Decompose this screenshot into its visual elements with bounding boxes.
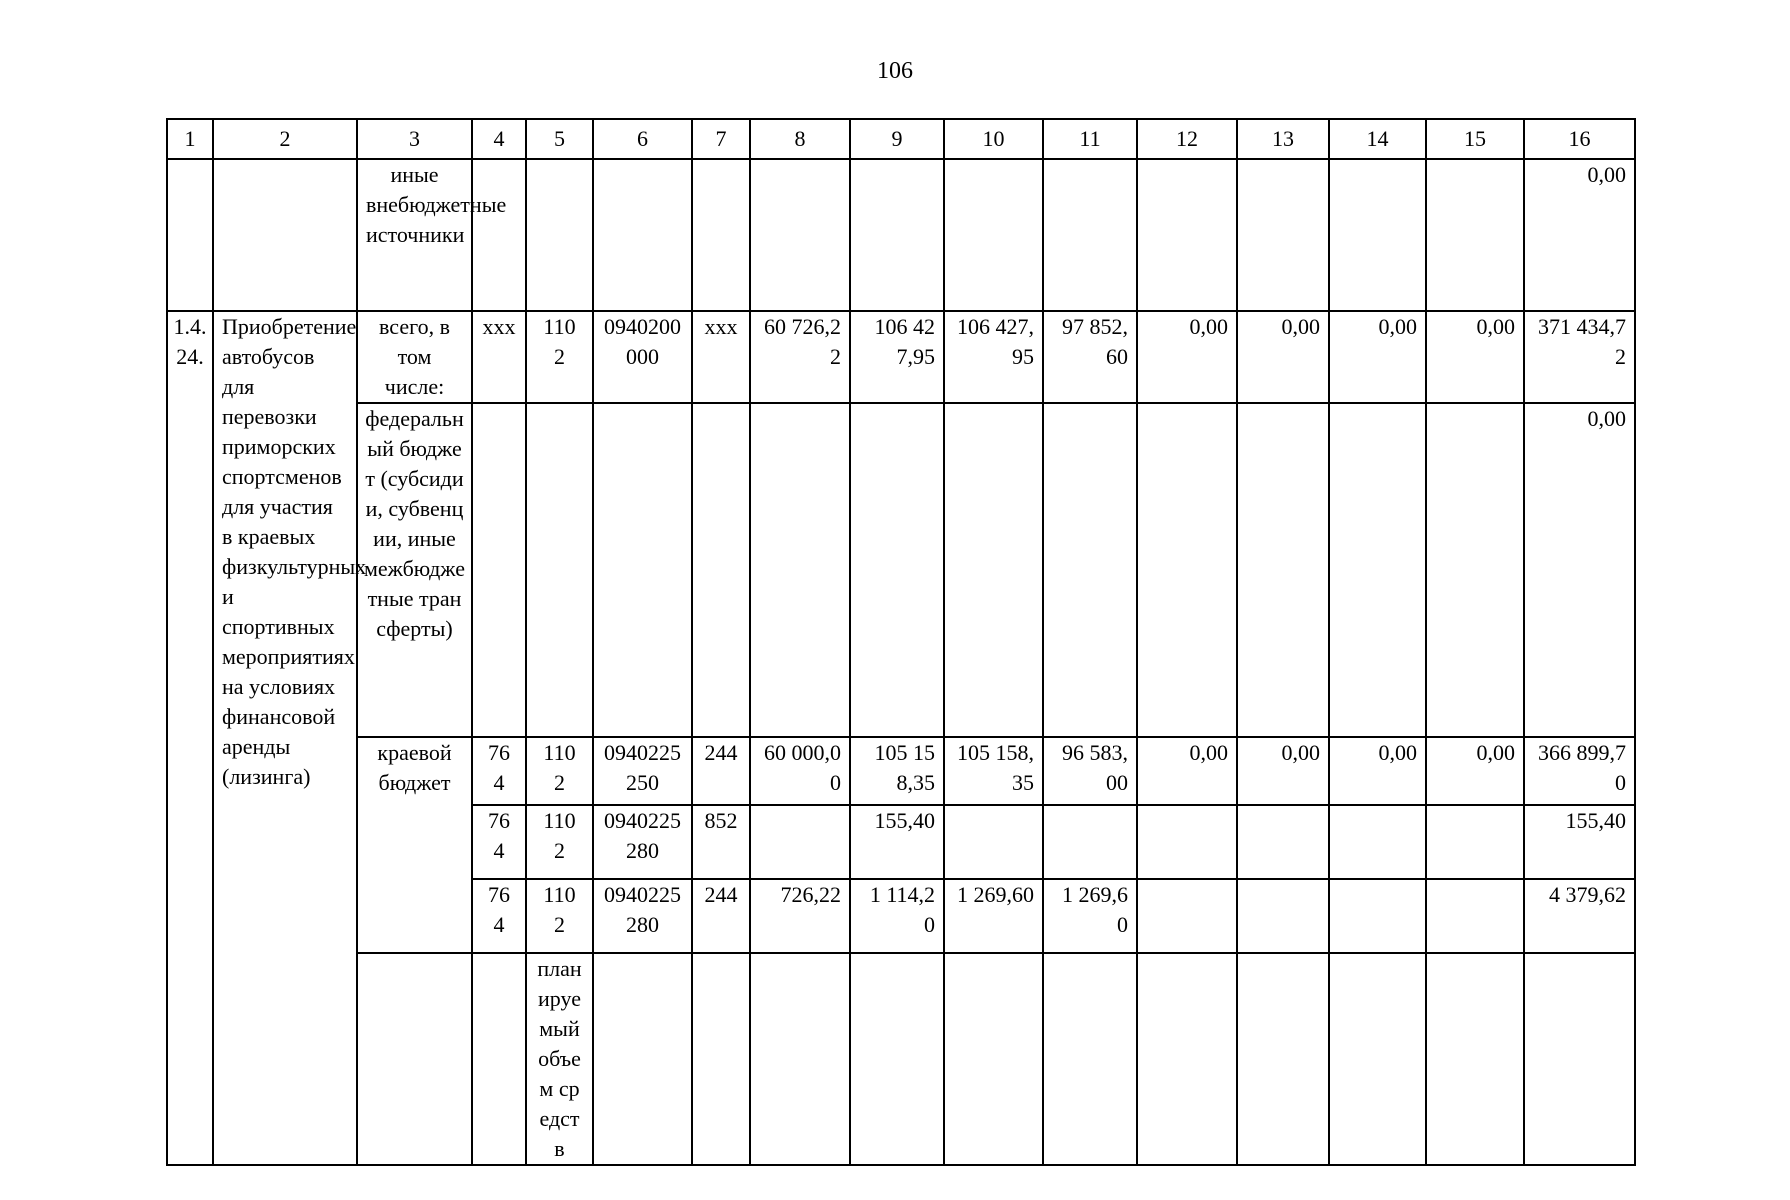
col-header: 1: [167, 119, 213, 159]
item-number: 1.4.24.: [167, 311, 213, 1165]
col-header: 13: [1237, 119, 1329, 159]
col-header: 7: [692, 119, 750, 159]
col-header: 6: [593, 119, 692, 159]
col-header: 12: [1137, 119, 1237, 159]
cell: 1 269,60: [944, 879, 1043, 953]
cell: 106 427,95: [850, 311, 944, 403]
cell: 97 852,60: [1043, 311, 1137, 403]
cell: 60 000,00: [750, 737, 850, 805]
cell: 0,00: [1329, 737, 1426, 805]
table-row: [167, 311, 1635, 403]
col-header: 10: [944, 119, 1043, 159]
funding-source: федеральный бюджет (субсидии, субвенции, иные межбюджетные трансферты): [357, 403, 472, 737]
cell: 0,00: [1237, 737, 1329, 805]
page-number: 106: [877, 58, 913, 84]
cell: 244: [692, 879, 750, 953]
col-header: 16: [1524, 119, 1635, 159]
cell: 1102: [526, 805, 593, 879]
col-header: 8: [750, 119, 850, 159]
cell: 0,00: [1426, 737, 1524, 805]
cell: 155,40: [850, 805, 944, 879]
col-header: 14: [1329, 119, 1426, 159]
total-cell: 4 379,62: [1524, 879, 1635, 953]
total-cell: 0,00: [1524, 159, 1635, 311]
header-row: [167, 119, 1635, 159]
total-cell: 371 434,72: [1524, 311, 1635, 403]
col-header: 15: [1426, 119, 1524, 159]
cell: 0,00: [1329, 311, 1426, 403]
cell: 105 158,35: [944, 737, 1043, 805]
cell: 1102: [526, 879, 593, 953]
funding-source: иные внебюджетные источники: [357, 159, 472, 311]
cell: 60 726,22: [750, 311, 850, 403]
cell: 0,00: [1137, 311, 1237, 403]
cell: 1102: [526, 311, 593, 403]
cell: 0,00: [1237, 311, 1329, 403]
budget-table: [166, 118, 1636, 1166]
cell: 0940200000: [593, 311, 692, 403]
cell: 96 583,00: [1043, 737, 1137, 805]
cell: 0,00: [1426, 311, 1524, 403]
cell: 1102: [526, 737, 593, 805]
total-cell: 155,40: [1524, 805, 1635, 879]
col-header: 2: [213, 119, 357, 159]
cell: 0940225280: [593, 879, 692, 953]
col-header: 11: [1043, 119, 1137, 159]
cell: 726,22: [750, 879, 850, 953]
table-row: [167, 737, 1635, 805]
cell: 1 269,60: [1043, 879, 1137, 953]
funding-source: планируемый объем средств: [526, 953, 593, 1165]
col-header: 9: [850, 119, 944, 159]
cell: 106 427,95: [944, 311, 1043, 403]
item-name: Приобретение автобусов для перевозки приморских спортсменов для участия в краевых физкультурных и спортивных мероприятиях на условиях финансовой аренды (лизинга): [213, 311, 357, 1165]
cell: 0940225250: [593, 737, 692, 805]
total-cell: 366 899,70: [1524, 737, 1635, 805]
cell: ххх: [472, 311, 526, 403]
cell: ххх: [692, 311, 750, 403]
table-row: [167, 403, 1635, 737]
cell: 1 114,20: [850, 879, 944, 953]
total-cell: 0,00: [1524, 403, 1635, 737]
funding-source: всего, в том числе:: [357, 311, 472, 403]
table-row: [167, 159, 1635, 311]
cell: 0,00: [1137, 737, 1237, 805]
col-header: 3: [357, 119, 472, 159]
cell: 0940225280: [593, 805, 692, 879]
col-header: 5: [526, 119, 593, 159]
funding-source: краевой бюджет: [357, 737, 472, 953]
col-header: 4: [472, 119, 526, 159]
cell: 852: [692, 805, 750, 879]
cell: 764: [472, 737, 526, 805]
cell: 764: [472, 879, 526, 953]
cell: 244: [692, 737, 750, 805]
cell: 764: [472, 805, 526, 879]
table-row: [167, 953, 1635, 1165]
cell: 105 158,35: [850, 737, 944, 805]
